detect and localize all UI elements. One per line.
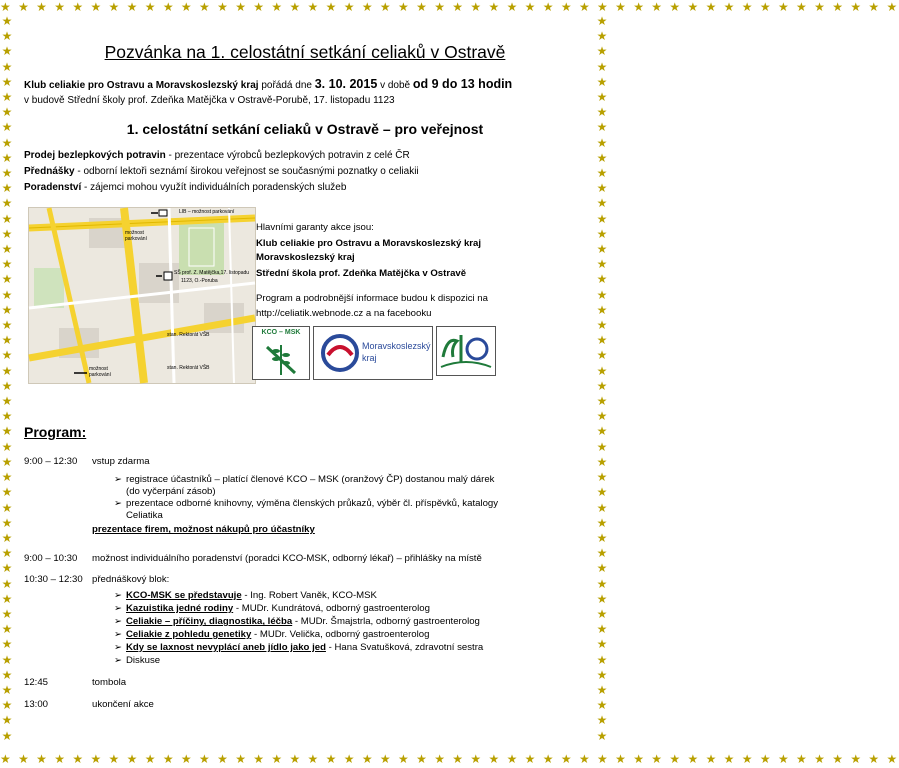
location-map [28, 207, 256, 384]
program-desc: tombola [92, 677, 127, 688]
arrow-bullet-icon: ➢ [114, 642, 123, 653]
logo-msk-text-2: kraj [362, 353, 377, 363]
firms-presentation: prezentace firem, možnost nákupů pro účastníky [92, 524, 315, 535]
msk-emblem-icon [320, 333, 360, 373]
feature-lectures [24, 166, 419, 177]
guarantor-3: Střední škola prof. Zdeňka Matějčka v Ostravě [256, 268, 467, 279]
lecture-topic: Celiakie z pohledu genetiky [126, 629, 252, 640]
program-heading: Program: [24, 424, 87, 440]
event-time: od 9 do 13 hodin [412, 77, 513, 91]
arrow-bullet-icon: ➢ [114, 629, 123, 640]
school-logo-icon [437, 327, 495, 375]
lecture-topic: KCO-MSK se představuje [126, 590, 242, 601]
program-time: 13:00 [24, 699, 49, 710]
bullet-text: registrace účastníků – platící členové KCO – MSK (oranžový ČP) dostanou malý dárek [126, 474, 495, 485]
logo-msk-text-1: Moravskoslezský [362, 341, 431, 351]
feature-label: Prodej bezlepkových potravin [24, 150, 166, 161]
intro-text-2: v době [377, 80, 413, 91]
more-info-1: Program a podrobnější informace budou k dispozici na [256, 293, 488, 304]
lecture-speaker: - MUDr. Kundrátová, odborný gastroenterolog [233, 603, 430, 614]
intro-line-1 [24, 77, 512, 91]
program-desc: možnost individuálního poradenství (poradci KCO-MSK, odborný lékař) – přihlášky na místě [92, 553, 482, 564]
map-label-school-1: SŠ prof. Z. Matějčka,17. listopadu [174, 270, 250, 276]
lecture-speaker: Diskuse [126, 655, 161, 666]
feature-label: Poradenství [24, 182, 82, 193]
page-title: Pozvánka na 1. celostátní setkání celiaků v Ostravě [104, 42, 506, 62]
entry-bullet-2-cont: Celiatika [126, 510, 163, 521]
map-label-parking-left: možnost parkování [125, 230, 147, 242]
lecture-topic: Celiakie – příčiny, diagnostika, léčba [126, 616, 293, 627]
map-label-school-2: 1123, O.-Poruba [181, 278, 218, 284]
intro-text: pořádá dne [258, 80, 315, 91]
map-label-rektorat-2: stan. Rektorát VŠB [167, 365, 210, 371]
guarantor-1: Klub celiakie pro Ostravu a Moravskoslezský kraj [256, 238, 482, 249]
guarantor-2: Moravskoslezský kraj [256, 252, 355, 263]
program-desc: vstup zdarma [92, 456, 150, 467]
arrow-bullet-icon: ➢ [114, 603, 123, 614]
logo-kco-msk [252, 326, 310, 380]
map-label-rektorat-1: stan. Rektorát VŠB [167, 332, 210, 338]
lecture-speaker: - MUDr. Šmajstrla, odborný gastroenterolog [292, 616, 480, 627]
lecture-speaker: - MUDr. Velička, odborný gastroenterolog [251, 629, 430, 640]
arrow-bullet-icon: ➢ [114, 655, 123, 666]
lecture-discussion [114, 655, 160, 666]
lecture-topic: Kazuistika jedné rodiny [126, 603, 234, 614]
program-desc: ukončení akce [92, 699, 154, 710]
feature-text: - zájemci mohou využít individuálních poradenských služeb [81, 182, 347, 193]
event-date: 3. 10. 2015 [314, 77, 378, 91]
star-border-bottom: ★ ★ ★ ★ ★ ★ ★ ★ ★ ★ ★ ★ ★ ★ ★ ★ ★ ★ ★ ★ ★ ★ ★ ★ ★ ★ ★ ★ ★ ★ ★ ★ ★ ★ ★ ★ ★ ★ ★ ★ ★ ★ ★ ★ ★ ★ ★ ★ ★ ★ [0, 752, 899, 766]
lecture-4 [114, 629, 429, 640]
logo-moravskoslezsky-kraj [313, 326, 433, 380]
star-border-top: ★ ★ ★ ★ ★ ★ ★ ★ ★ ★ ★ ★ ★ ★ ★ ★ ★ ★ ★ ★ ★ ★ ★ ★ ★ ★ ★ ★ ★ ★ ★ ★ ★ ★ ★ ★ ★ ★ ★ ★ ★ ★ ★ ★ ★ ★ ★ ★ ★ ★ [0, 0, 899, 14]
more-info-link[interactable]: http://celiatik.webnode.cz a na facebooku [256, 308, 432, 319]
lecture-speaker: - Ing. Robert Vaněk, KCO-MSK [241, 590, 377, 601]
star-border-right: ★ ★ ★ ★ ★ ★ ★ ★ ★ ★ ★ ★ ★ ★ ★ ★ ★ ★ ★ ★ ★ ★ ★ ★ ★ ★ ★ ★ ★ ★ ★ ★ ★ ★ ★ ★ ★ ★ ★ ★ ★ ★ ★ ★ ★ ★ ★ ★ [596, 14, 608, 743]
feature-counselling [24, 182, 346, 193]
map-label-parking-top: LIB – možnost parkování [179, 209, 235, 215]
lecture-3 [114, 616, 480, 627]
entry-bullet-1 [114, 474, 494, 485]
arrow-bullet-icon: ➢ [114, 498, 123, 509]
entry-bullet-1-cont: (do vyčerpání zásob) [126, 486, 216, 497]
lecture-5 [114, 642, 483, 653]
star-border-left: ★ ★ ★ ★ ★ ★ ★ ★ ★ ★ ★ ★ ★ ★ ★ ★ ★ ★ ★ ★ ★ ★ ★ ★ ★ ★ ★ ★ ★ ★ ★ ★ ★ ★ ★ ★ ★ ★ ★ ★ ★ ★ ★ ★ ★ ★ ★ ★ [1, 14, 13, 743]
lecture-speaker: - Hana Svatušková, zdravotní sestra [325, 642, 484, 653]
program-time: 9:00 – 12:30 [24, 456, 78, 467]
feature-text: - prezentace výrobců bezlepkových potravin z celé ČR [165, 150, 410, 161]
arrow-bullet-icon: ➢ [114, 474, 123, 485]
entry-bullet-2 [114, 498, 498, 509]
logo-kco-text: KCO – MSK [261, 329, 301, 336]
program-time: 9:00 – 10:30 [24, 553, 78, 564]
lecture-2 [114, 603, 430, 614]
bullet-text: prezentace odborné knihovny, výměna členských průkazů, výběr čl. příspěvků, katalogy [126, 498, 499, 509]
feature-text: - odborní lektoři seznámí širokou veřejnost se současnými poznatky o celiakii [74, 166, 419, 177]
feature-label: Přednášky [24, 166, 75, 177]
lecture-topic: Kdy se laxnost nevyplácí aneb jídlo jako jed [126, 642, 326, 653]
feature-sale [24, 150, 410, 161]
organizer: Klub celiakie pro Ostravu a Moravskoslezský kraj [24, 80, 259, 91]
logo-school [436, 326, 496, 376]
program-desc: přednáškový blok: [92, 574, 170, 585]
map-label-parking-bottom: možnost parkování [89, 366, 111, 378]
intro-line-2: v budově Střední školy prof. Zdeňka Matějčka v Ostravě-Porubě, 17. listopadu 1123 [24, 95, 395, 106]
guarantors-heading: Hlavními garanty akce jsou: [256, 222, 374, 233]
arrow-bullet-icon: ➢ [114, 590, 123, 601]
arrow-bullet-icon: ➢ [114, 616, 123, 627]
lecture-1 [114, 590, 377, 601]
subtitle: 1. celostátní setkání celiaků v Ostravě – pro veřejnost [126, 121, 484, 137]
program-time: 12:45 [24, 677, 49, 688]
program-time: 10:30 – 12:30 [24, 574, 83, 585]
